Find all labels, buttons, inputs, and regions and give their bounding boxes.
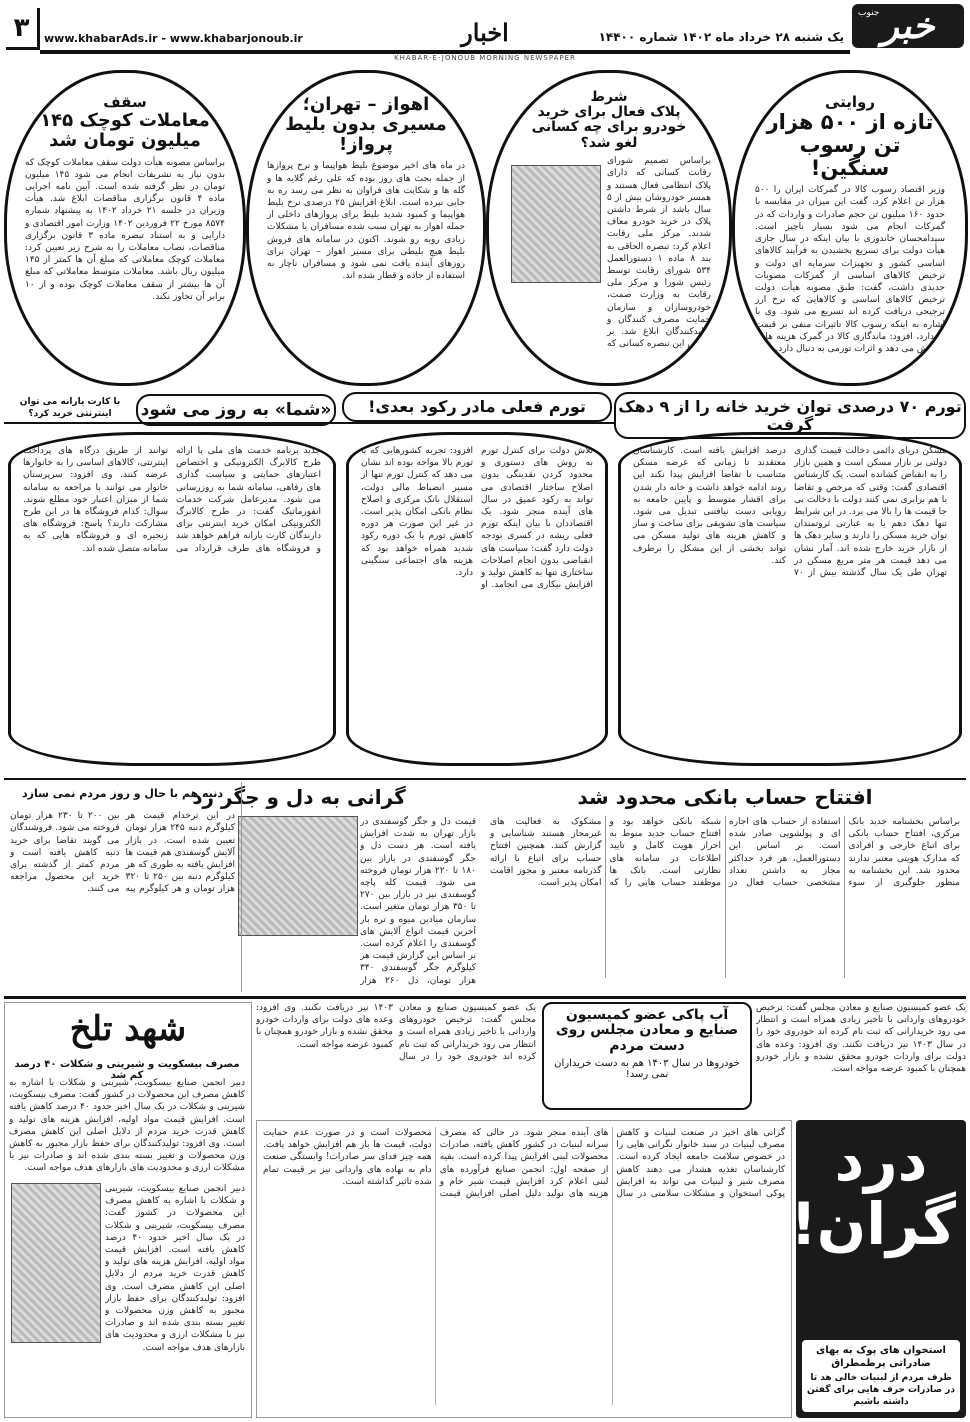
story-commission-body-2: یک عضو کمیسیون صنایع و معادن مجلس گفت: ترخیص خودروهای وارداتی با تاخیر زیادی همراه است و انتظار می رود خریدارانی که ثبت نام کرده اند خودروی خود را در سال ۱۴۰۳ نیز دریافت نکنند. وی افزود: وعده های دولت برای واردات خودرو محقق نشده و بازار خودرو همچنان با کمبود عرضه مواجه است. — [256, 1003, 536, 1062]
story-small-deals — [4, 70, 246, 386]
story-bank-account — [484, 782, 966, 992]
story-shoma-kicker: با کارت یارانه می توان اینترنتی خرید کرد؟ — [19, 397, 121, 419]
dard-foot: ظرف مردم از لبنیات خالی هد تا در صادرات حرف هایی برای گفتن داشته باشیم — [807, 1373, 955, 1407]
story-commission-sub: خودروها در سال ۱۴۰۳ هم به دست خریداران نمی رسد! — [554, 1058, 740, 1081]
story-shoma-title: «شما» به روز می شود — [136, 394, 336, 426]
story-housing-frame — [618, 432, 962, 766]
story-deals-title: معاملات کوچک ۱۴۵ میلیون تومان شد — [40, 110, 210, 151]
page-number-value: ۳ — [13, 12, 30, 43]
banner: KHABAR-E-JONOUB MORNING NEWSPAPER — [394, 54, 576, 62]
license-plate-photo — [511, 165, 601, 283]
story-plate-body: براساس تصمیم شورای رقابت کسانی که دارای پلاک انتظامی فعال هستند و همسر خودروشان بیش از ۵ سال باشد از شرط داشتن پلاک در خرید خودرو معاف شدند. مرکز ملی رقابت اعلام کرد: تبصره الحاقی به بند ۸ ماده ۱ دستورالعمل ۵۳۴ شورای رقابت توسط رئیس شورا و مرکز ملی رقابت به وزارت صمت، خودروسازان و سازمان حمایت مصرف کنندگان و تولیدکنندگان ابلاغ شد. بر اساس این تبصره کسانی که — [607, 156, 711, 350]
date-line: یک شنبه ۲۸ خرداد ماه ۱۴۰۲ شماره ۱۴۴۰۰ — [598, 30, 844, 44]
story-sediment-title: تازه از ۵۰۰ هزار تن رسوب سنگین! — [766, 110, 934, 181]
story-offal-title: گرانی به دل و جگر زد — [192, 785, 406, 809]
story-plate — [486, 70, 732, 386]
logo-sub: جنوب — [858, 8, 880, 18]
story-shoma-frame — [8, 432, 336, 766]
story-commission-title-box — [542, 1002, 752, 1110]
site-urls: www.khabarAds.ir - www.khabarjonoub.ir — [44, 32, 303, 45]
story-inflation-title: تورم فعلی مادر رکود بعدی! — [342, 392, 612, 422]
story-ahvaz-title: اهواز – تهران؛ مسیری بدون بلیط پرواز! — [285, 94, 447, 155]
logo-box — [852, 4, 964, 48]
story-plate-title: پلاک فعال برای خرید خودرو برای چه کسانی لغو شد؟ — [531, 104, 687, 151]
story-fat-title: دنبه هم با حال و روز مردم نمی سازد — [22, 787, 223, 800]
story-deals-body: براساس مصوبه هیأت دولت سقف معاملات کوچک که بدون نیاز به تشریفات انجام می شود ۱۴۵ میلیون تومان در نظر گرفته شده است. آیین نامه اجرایی ماده ۴ قانون برگزاری مناقصات ابلاغ شد. هیأت وزیران در جلسه ۲۱ خرداد ۱۴۰۲ به پیشنهاد شماره ۸۵۷۴ مورخ ۲۲ فروردین ۱۴۰۲ وزارت امور اقتصادی و دارایی و به استناد تبصره ماده ۳ قانون برگزاری مناقصات، نصاب معاملات را به شرح زیر تعیین کرد: معاملات کوچک معاملاتی که مبلغ آن ها کمتر از ۱۴۵ میلیون ریال باشد. معاملات متوسط معاملاتی که مبلغ آن ها بیشتر از سقف معاملات کوچک بوده و از ۱۰ برابر آن تجاوز نکند. — [25, 157, 226, 302]
story-sediment-kicker: روایتی — [824, 93, 876, 111]
dard-box — [790, 1120, 966, 1418]
story-inflation — [342, 392, 612, 770]
story-sweets — [4, 1002, 252, 1418]
story-dairy — [256, 1120, 792, 1418]
logo: خبر — [881, 5, 935, 47]
sweets-logo: شهد تلخ — [69, 1009, 187, 1049]
sweets-photo — [11, 1183, 101, 1343]
story-commission-body: یک عضو کمیسیون صنایع و معادن مجلس گفت: ترخیص خودروهای وارداتی با تاخیر زیادی همراه است و انتظار می رود خریدارانی که ثبت نام کرده اند خودروی خود را در سال ۱۴۰۳ نیز دریافت نکنند. وی افزود: وعده های دولت برای واردات خودرو محقق نشده و بازار خودرو همچنان با کمبود عرضه مواجه است. — [756, 1003, 966, 1075]
sweets-sub: مصرف بیسکویت و شیرینی و شکلات ۴۰ درصد کم شد — [14, 1059, 240, 1081]
story-shoma — [4, 392, 340, 770]
story-sediment — [732, 70, 968, 386]
story-offal-body: قیمت دل و جگر گوسفندی در بازار تهران به شدت افزایش یافته است. هر دست دل و جگر گوسفندی در بازار بین ۱۸۰ تا ۲۲۰ هزار تومان فروخته می شود. قیمت کله پاچه گوسفندی نیز در بازار بین ۲۷۰ تا ۳۵۰ هزار تومان متغیر است. سازمان میادین میوه و تره بار آخرین قیمت انواع آلایش های گوسفندی را اعلام کرده است. بر اساس این گزارش قیمت هر کیلوگرم جگر گوسفندی ۳۴۰ هزار تومان، دل ۲۶۰ هزار — [360, 817, 476, 986]
story-bank-body: براساس بخشنامه جدید بانک مرکزی، افتتاح حساب بانکی برای اتباع خارجی و افرادی که مدارک هویتی معتبر ندارند محدود شد. این بخشنامه به منظور جلوگیری از سوء استفاده از حساب های اجاره ای و پولشویی صادر شده است. بر اساس این دستورالعمل، هر فرد حداکثر مجاز به داشتن تعداد مشخصی حساب فعال در شبکه بانکی خواهد بود و افتتاح حساب جدید منوط به احراز هویت کامل و تایید اطلاعات در سامانه های نظارتی است. بانک ها موظفند حساب هایی را که مشکوک به فعالیت های غیرمجاز هستند شناسایی و گزارش کنند. همچنین افتتاح حساب برای اتباع با ارائه گذرنامه معتبر و مجوز اقامت امکان پذیر است. — [490, 817, 960, 889]
offal-photo — [238, 816, 358, 936]
story-bank-title: افتتاح حساب بانکی محدود شد — [577, 785, 873, 809]
story-deals-kicker: سقف — [103, 93, 147, 111]
story-sediment-body: وزیر اقتصاد رسوب کالا در گمرکات ایران را ۵۰۰ هزار تن اعلام کرد. گفت این میزان در مقایسه با حدود ۱۶۰ میلیون تن حجم صادرات و واردات که در گمرکات انجام می شود بسیار ناچیز است. سیدامحسان خاندوزی با بیان اینکه در سال جاری هیأت دولت برای تسریع بخشیدن به فرآیند کالاهای اساسی کشور و تجهیزات سرمایه ای دولت و ترخیص کالاهای اساسی از گمرکات مصوبات جدیدی داشت، گفت: طبق مصوبه هیأت دولت ترخیص کالاهای اساسی و کالاهایی که نرخ ارز ترجیحی دریافت کرده اند تسریع می شود. وی با اشاره به اینکه رسوب کالا تاثیرات منفی بر قیمت ها دارد، افزود: ماندگاری کالا در گمرک هزینه ها را افزایش می دهد و اثرات تورمی به دنبال دارد. — [755, 185, 945, 354]
story-dairy-body: گرانی های اخیر در صنعت لبنیات و کاهش مصرف لبنیات در سبد خانوار نگرانی هایی را در خصوص سلامت جامعه ایجاد کرده است. کارشناسان تغذیه هشدار می دهند کاهش مصرف شیر و لبنیات می تواند به افزایش پوکی استخوان و مشکلات سلامتی در سال های آینده منجر شود. در حالی که مصرف سرانه لبنیات در کشور کاهش یافته، صادرات محصولات لبنی افزایش پیدا کرده است. بقیه از صفحه اول: انجمن صنایع فرآورده های لبنی اعلام کرد افزایش قیمت شیر خام و هزینه های تولید دلیل اصلی افزایش قیمت محصولات است و در صورت عدم حمایت دولت، قیمت ها باز هم افزایش خواهد یافت. همه چیز فدای سر صادرات! وابستگی صنعت دام به نهاده های وارداتی نیز بر قیمت تمام شده تاثیر گذاشته است. — [263, 1128, 785, 1200]
sweets-body: دبیر انجمن صنایع بیسکویت، شیرینی و شکلات با اشاره به کاهش مصرف این محصولات در کشور گفت: مصرف بیسکویت، شیرینی و شکلات در یک سال اخیر حدود ۴۰ درصد کاهش یافته است. افزایش قیمت مواد اولیه، افزایش هزینه های تولید و کاهش قدرت خرید مردم از دلایل اصلی این کاهش مصرف است. وی افزود: تولیدکنندگان برای حفظ بازار مجبور به کاهش وزن محصولات و تغییر بسته بندی شده اند و صادرات نیز با مشکلات ارزی و محدودیت های بازارهای هدف مواجه است. — [9, 1078, 245, 1174]
story-plate-kicker: شرط — [590, 89, 628, 105]
story-commission — [256, 1002, 966, 1114]
sweets-body-2: دبیر انجمن صنایع بیسکویت، شیرینی و شکلات با اشاره به کاهش مصرف این محصولات در کشور گفت: مصرف بیسکویت، شیرینی و شکلات در یک سال اخیر حدود ۴۰ درصد کاهش یافته است. افزایش قیمت مواد اولیه، افزایش هزینه های تولید و کاهش قدرت خرید مردم از دلایل اصلی این کاهش مصرف است. وی افزود: تولیدکنندگان برای حفظ بازار مجبور به کاهش وزن محصولات و تغییر بسته بندی شده اند و صادرات نیز با مشکلات ارزی و محدودیت های بازارهای هدف مواجه است. — [105, 1184, 245, 1353]
story-shoma-body: جدید برنامه خدمت های ملی با ارائه طرح کالابرگ الکترونیکی و اختصاص اعتبارهای حمایتی و سیاست گذاری های رفاهی، سامانه شما به روزرسانی می شود. مدیرعامل شرکت خدمات انفورماتیک گفت: در طرح کالابرگ الکترونیکی امکان خرید اینترنتی برای دارندگان کارت یارانه فراهم خواهد شد و فروشگاه های طرف قرارداد می توانند از طریق درگاه های پرداخت اینترنتی، کالاهای اساسی را به خانوارها عرضه کنند. وی افزود: سرپرستان خانوار می توانند با مراجعه به سامانه شما از میزان اعتبار خود مطلع شوند. سوال: کدام فروشگاه ها در این طرح مشارکت دارند؟ پاسخ: فروشگاه های زنجیره ای و فروشگاه هایی که به سامانه متصل شده اند. — [23, 446, 321, 554]
story-ahvaz-flight — [246, 70, 486, 386]
story-fat-body: در این ترخدام قیمت هر کیلوگرم دنبه ۲۴۵ هزار تومان تعیین شده است. در بازار آلایش گوسفندی هم قیمت ها افزایش یافته به طوری که هر کیلوگرم دنبه بین ۲۵۰ تا ۳۲۰ هزار تومان و هر کیلوگرم پیه بین ۲۰۰ تا ۲۳۰ هزار تومان فروخته می شود. فروشندگان می گویند تقاضا برای خرید دنبه کاهش یافته است و مردم کمتر از گذشته برای خرید این محصول مراجعه می کنند. — [10, 811, 236, 895]
story-inflation-frame — [346, 432, 608, 766]
dard-title: درد گران! — [790, 1126, 956, 1258]
page-number — [6, 8, 40, 50]
story-commission-title: آب پاکی عضو کمیسیون صنایع و معادن مجلس روی دست مردم — [555, 1007, 739, 1054]
story-housing-title: تورم ۷۰ درصدی توان خرید خانه را از ۹ دهک گرفت — [614, 392, 966, 439]
dard-sub-box — [802, 1340, 960, 1412]
section-title: اخبار — [461, 18, 509, 47]
story-housing — [614, 392, 966, 770]
masthead — [0, 0, 970, 62]
story-inflation-body: تلاش دولت برای کنترل تورم به روش های دستوری و محدود کردن نقدینگی بدون اصلاح ساختار اقتصادی می تواند به رکود عمیق در سال های آینده منجر شود. یک اقتصاددان با بیان اینکه تورم فعلی ریشه در کسری بودجه دولت دارد گفت: سیاست های انقباضی بدون انجام اصلاحات ساختاری تنها به کاهش تولید و افزایش بیکاری می انجامد. او افزود: تجربه کشورهایی که با تورم بالا مواجه بوده اند نشان می دهد که کنترل تورم تنها از مسیر انضباط مالی دولت، استقلال بانک مرکزی و اصلاح نظام بانکی امکان پذیر است. در غیر این صورت هر دوره کاهش تورم با یک دوره رکود شدید همراه خواهد بود که هزینه های اجتماعی سنگینی دارد. — [361, 446, 593, 591]
story-housing-body: مسکن دریای دائمی دخالت قیمت گذاری دولتی بر بازار مسکن است و همین بازار را به انقباض کشانده است. یک کارشناس اقتصادی گفت: وقتی که مرخص و تقاضا با هم برابری نمی کنند دولت با دخالت بی جا قیمت ها را بالا می برد. در این شرایط تنها دهک دهم یا به عبارتی ثروتمندان توان خرید مسکن را دارند و سایر دهک ها از بازار خرید خارج شده اند. آمار نشان می دهد قیمت هر متر مربع مسکن در تهران طی یک سال گذشته بیش از ۷۰ درصد افزایش یافته است. کارشناسان معتقدند تا زمانی که عرضه مسکن متناسب با تقاضا افزایش پیدا نکند این روند ادامه خواهد داشت و خانه دار شدن برای اقشار متوسط و پایین جامعه به رویایی دست نیافتنی تبدیل می شود. سیاست های تشویقی برای ساخت و ساز و کاهش هزینه های تولید مسکن می تواند بخشی از این مشکل را برطرف کند. — [633, 446, 947, 579]
story-ahvaz-body: در ماه های اخیر موضوع بلیط هواپیما و نرخ پروازها از جمله بحث های روز بوده که علی رغم گلایه ها و گله ها و شکایت های فراوان به نظر می رسد ره به جایی نبرده است. ابلاغ افزایش ۲۵ درصدی نرخ بلیط هواپیما و کمبود شدید بلیط برای پروازهای داخلی از جمله اهواز به تهران سبب شده مسافران با مشکلات زیادی روبه رو شوند. اکنون در سامانه های فروش بلیط هیچ بلیطی برای مسیر اهواز – تهران برای روزهای آینده یافت نمی شود و مسافران ناچار به استفاده از جاده و قطار شده اند. — [267, 161, 466, 282]
story-fat — [4, 782, 242, 992]
dard-sub: استخوان های پوک به بهای صادراتی پرطمطراق — [816, 1345, 946, 1369]
